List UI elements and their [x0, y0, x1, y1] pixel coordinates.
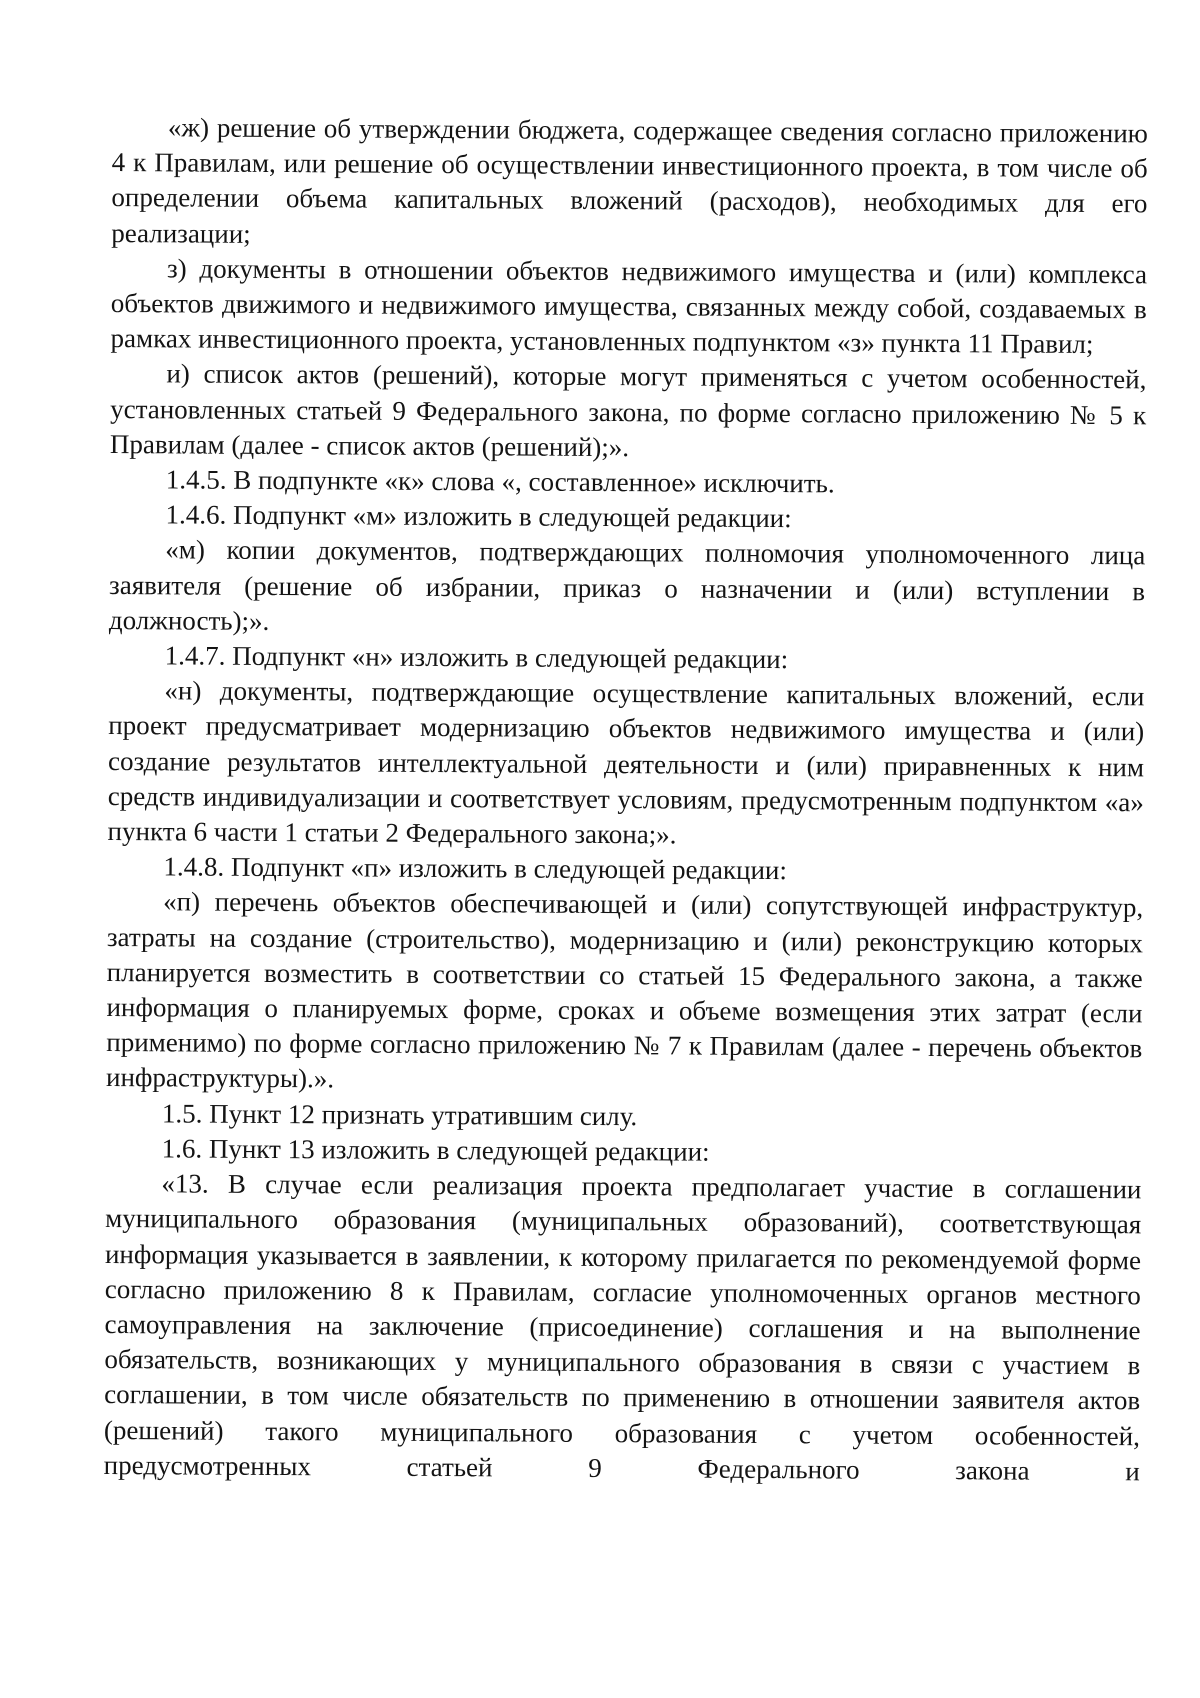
paragraph-m: «м) копии документов, подтверждающих полномочия уполномоченного лица заявителя (решение об избрании, приказ о назначении и (или) вступлении в должность);».: [108, 534, 1146, 636]
document-page: [104, 110, 1148, 1489]
paragraph-1-4-8: 1.4.8. Подпункт «п» изложить в следующей редакции:: [163, 851, 787, 886]
paragraph-zh: «ж) решение об утверждении бюджета, содержащее сведения согласно приложению 4 к Правилам, или решение об осуществлении инвестиционного проекта, в том числе об определении объема капитальных вложений (расходов), необходимых для его реализации;: [111, 112, 1148, 249]
paragraph-1-5: 1.5. Пункт 12 признать утратившим силу.: [161, 1098, 638, 1131]
paragraph-n: «н) документы, подтверждающие осуществление капитальных вложений, если проект предусматривает модернизацию объектов недвижимого имущества и (или) создание результатов интеллектуальной деятельности и (или) приравненных к ним средств индивидуализации и соответствует условиям, предусмотренным подпунктом «а» пункта 6 части 1 статьи 2 Федерального закона;».: [107, 675, 1145, 850]
paragraph-1-4-5: 1.4.5. В подпункте «к» слова «, составленное» исключить.: [165, 464, 835, 499]
paragraph-1-4-7: 1.4.7. Подпункт «н» изложить в следующей редакции:: [164, 640, 789, 675]
paragraph-1-4-6: 1.4.6. Подпункт «м» изложить в следующей редакции:: [165, 499, 792, 534]
paragraph-1-6: 1.6. Пункт 13 изложить в следующей редакции:: [161, 1133, 710, 1167]
paragraph-p: «п) перечень объектов обеспечивающей и (или) сопутствующей инфраструктур, затраты на создание (строительство), модернизацию и (или) реконструкцию которых планируется возместить в соответствии со статьей 15 Федерального закона, а также информация о планируемых форме, сроках и объеме возмещения этих затрат (если применимо) по форме согласно приложению № 7 к Правилам (далее - перечень объектов инфраструктуры).».: [105, 886, 1144, 1094]
paragraph-13: «13. В случае если реализация проекта предполагает участие в соглашении муниципального образования (муниципальных образований), соответствующая информация указывается в заявлении, к которому прилагается по рекомендуемой форме согласно приложению 8 к Правилам, согласие уполномоченных органов местного самоуправления на заключение (присоединение) соглашения и на выполнение обязательств, возникающих у муниципального образования в связи с участием в соглашении, в том числе обязательств по применению в отношении заявителя актов (решений) такого муниципального образования с учетом особенностей, предусмотренных статьей 9 Федерального закона и: [103, 1168, 1142, 1487]
paragraph-i: и) список актов (решений), которые могут применяться с учетом особенностей, установленных статьей 9 Федерального закона, по форме согласно приложению № 5 к Правилам (далее - список актов (решений);».: [109, 358, 1147, 462]
paragraph-z: з) документы в отношении объектов недвижимого имущества и (или) комплекса объектов движимого и недвижимого имущества, связанных между собой, создаваемых в рамках инвестиционного проекта, установленных подпунктом «з» пункта 11 Правил;: [110, 253, 1148, 360]
